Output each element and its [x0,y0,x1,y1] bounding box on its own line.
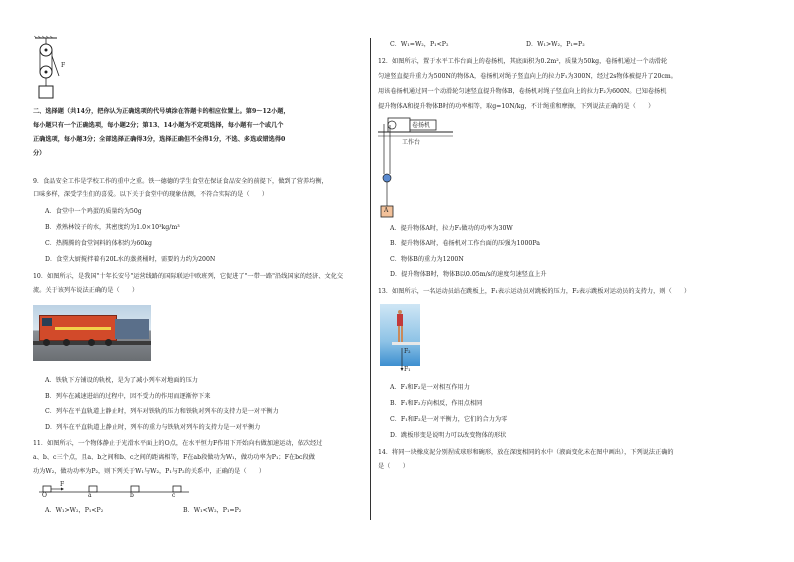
q13-stem: 13．如图所示，一名运动员站在跳板上，F₁表示运动员对跳板的压力，F₂表示跳板对运动员的支持力，则（ ） [378,288,691,295]
left-column [33,0,373,562]
q12-stem-line-2: 匀速竖直提升重力为500N的物体A，卷扬机对绳子竖直向上的拉力F₁为300N，经过2s物体被提升了20cm。 [378,73,677,80]
section-heading-line-3: 正确选项，每小题3分；全部选择正确得3分，选择正确但不全得1分，不选、多选或错选得0 [33,136,286,143]
q9-option-b: B．煮熟林饺子的水，其密度约为1.0×10³kg/m³ [45,224,180,231]
q12-option-a: A．提升物体A时，拉力F₁做功的功率为30W [390,225,513,232]
q9-option-a: A．食堂中一个鸡蛋的质量约为50g [45,208,142,215]
section-heading-line-4: 分） [33,150,46,157]
q9-stem-line-2: 口味多样，深受学生们的喜爱。以下关于食堂中的现象估测，不符合实际的是（ ） [33,191,269,198]
q9-option-c: C．热腾腾的食堂饲料的体积约为60kg [45,240,152,247]
q11-option-a: A．W₁>W₂，P₁<P₂ [45,507,104,514]
q13-option-a: A．F₁和F₂是一对相互作用力 [390,384,470,391]
worktable-label: 工作台 [402,139,421,146]
q13-option-d: D．跳板形变是说明力可以改变物体的形状 [390,432,507,439]
q13-option-c: C．F₁和F₂是一对平衡力，它们的合力为零 [390,416,508,423]
q12-stem-line-3: 用该卷扬机通过同一个动滑轮匀速竖直提升物体B，卷扬机对绳子竖直向上的拉力F₂为600N。已知卷扬机 [378,88,667,95]
force-f1-label: F₁ [404,366,411,373]
winch-label: 卷扬机 [412,122,431,129]
q11-option-c: C．W₁=W₂，P₁<P₂ [390,41,449,48]
q9-stem-line-1: 9．食品安全工作是学校工作的重中之重。铁一德德的学生食堂在保证食品安全的前提下，做到了营养均衡， [33,178,328,185]
q11-option-d: D．W₁>W₂，P₁=P₂ [526,41,585,48]
winch-figure [378,116,458,224]
q10-option-d: D．列车在平直轨道上静止时，列车的重力与铁轨对列车的支持力是一对平衡力 [45,424,261,431]
q12-stem-line-4: 提升物体A和提升物体B时的功率相等，取g=10N/kg，不计绳重和摩擦，下列说法正确的是（ ） [378,103,655,110]
q12-option-d: D．提升物体B时，物体B以0.05m/s的速度匀速竖直上升 [390,271,547,278]
column-divider [370,38,371,520]
q14-stem-line-1: 14．将同一块橡皮泥分别捏成球形和碗形，放在深度相同的水中（液面变化未在图中画出），下列说法正确的 [378,449,674,456]
q10-option-a: A．铁轨下方铺设的轨枕，是为了减小列车对地面的压力 [45,377,198,384]
pulley-force-label: F [61,62,66,69]
q10-option-c: C．列车在平直轨道上静止时，列车对铁轨的压力和铁轨对列车的支持力是一对平衡力 [45,408,279,415]
q10-stem-line-1: 10．如图所示，是我国"十年长安号"运营线路的国际联运中欧班列，它促进了"一带一路"沿线国家的经济、文化交 [33,273,344,280]
q10-stem-line-2: 流。关于该列车说法正确的是（ ） [33,287,139,294]
right-column [378,0,718,562]
motion-point-a: a [88,492,92,499]
train-photo [33,305,151,361]
q12-stem-line-1: 12．如图所示，置于水平工作台面上的卷扬机，其底面积为0.2m²，质量为50kg，卷扬机通过一个动滑轮 [378,58,668,65]
motion-point-o: O [42,492,47,499]
q12-option-c: C．物体B的重力为1200N [390,256,464,263]
force-f2-label: F₂ [404,348,411,355]
section-heading-line-1: 二、选择题（共14分，把你认为正确选项的代号填涂在答题卡的相应位置上。第9～12小题， [33,108,290,115]
q11-option-b: B．W₁<W₂，P₁=P₂ [183,507,242,514]
section-heading-line-2: 每小题只有一个正确选项，每小题2分；第13、14小题为不定项选择，每小题有一个或几个 [33,122,284,129]
q13-option-b: B．F₁和F₂方向相反，作用点相同 [390,400,483,407]
q11-stem-line-2: a、b、c三个点，且a、b之间和b、c之间的距离相等，F在ab段做功为W₁，做功功率为P₁；F在bc段做 [33,454,315,461]
object-a-label: A [384,207,389,214]
q10-option-b: B．列车在减速进站的过程中，因不受力的作用而逐渐停下来 [45,393,211,400]
q12-option-b: B．提升物体A时，卷扬机对工作台面的压强为1000Pa [390,240,540,247]
motion-point-b: b [130,492,134,499]
motion-point-c: c [172,492,176,499]
q14-stem-line-2: 是（ ） [378,463,409,470]
q9-option-d: D．食堂大厨搅拌着有20L水的蒸煮桶时，需要的力约为200N [45,256,216,263]
motion-force-label: F [60,481,65,488]
q11-stem-line-1: 11．如图所示，一个物体静止于光滑水平面上的O点，在水平恒力F作用下开始向右做加速运动，依次经过 [33,440,323,447]
q11-stem-line-3: 功为W₂，做功功率为P₂，则下列关于W₁与W₂，P₁与P₂的关系中，正确的是（ ） [33,468,266,475]
